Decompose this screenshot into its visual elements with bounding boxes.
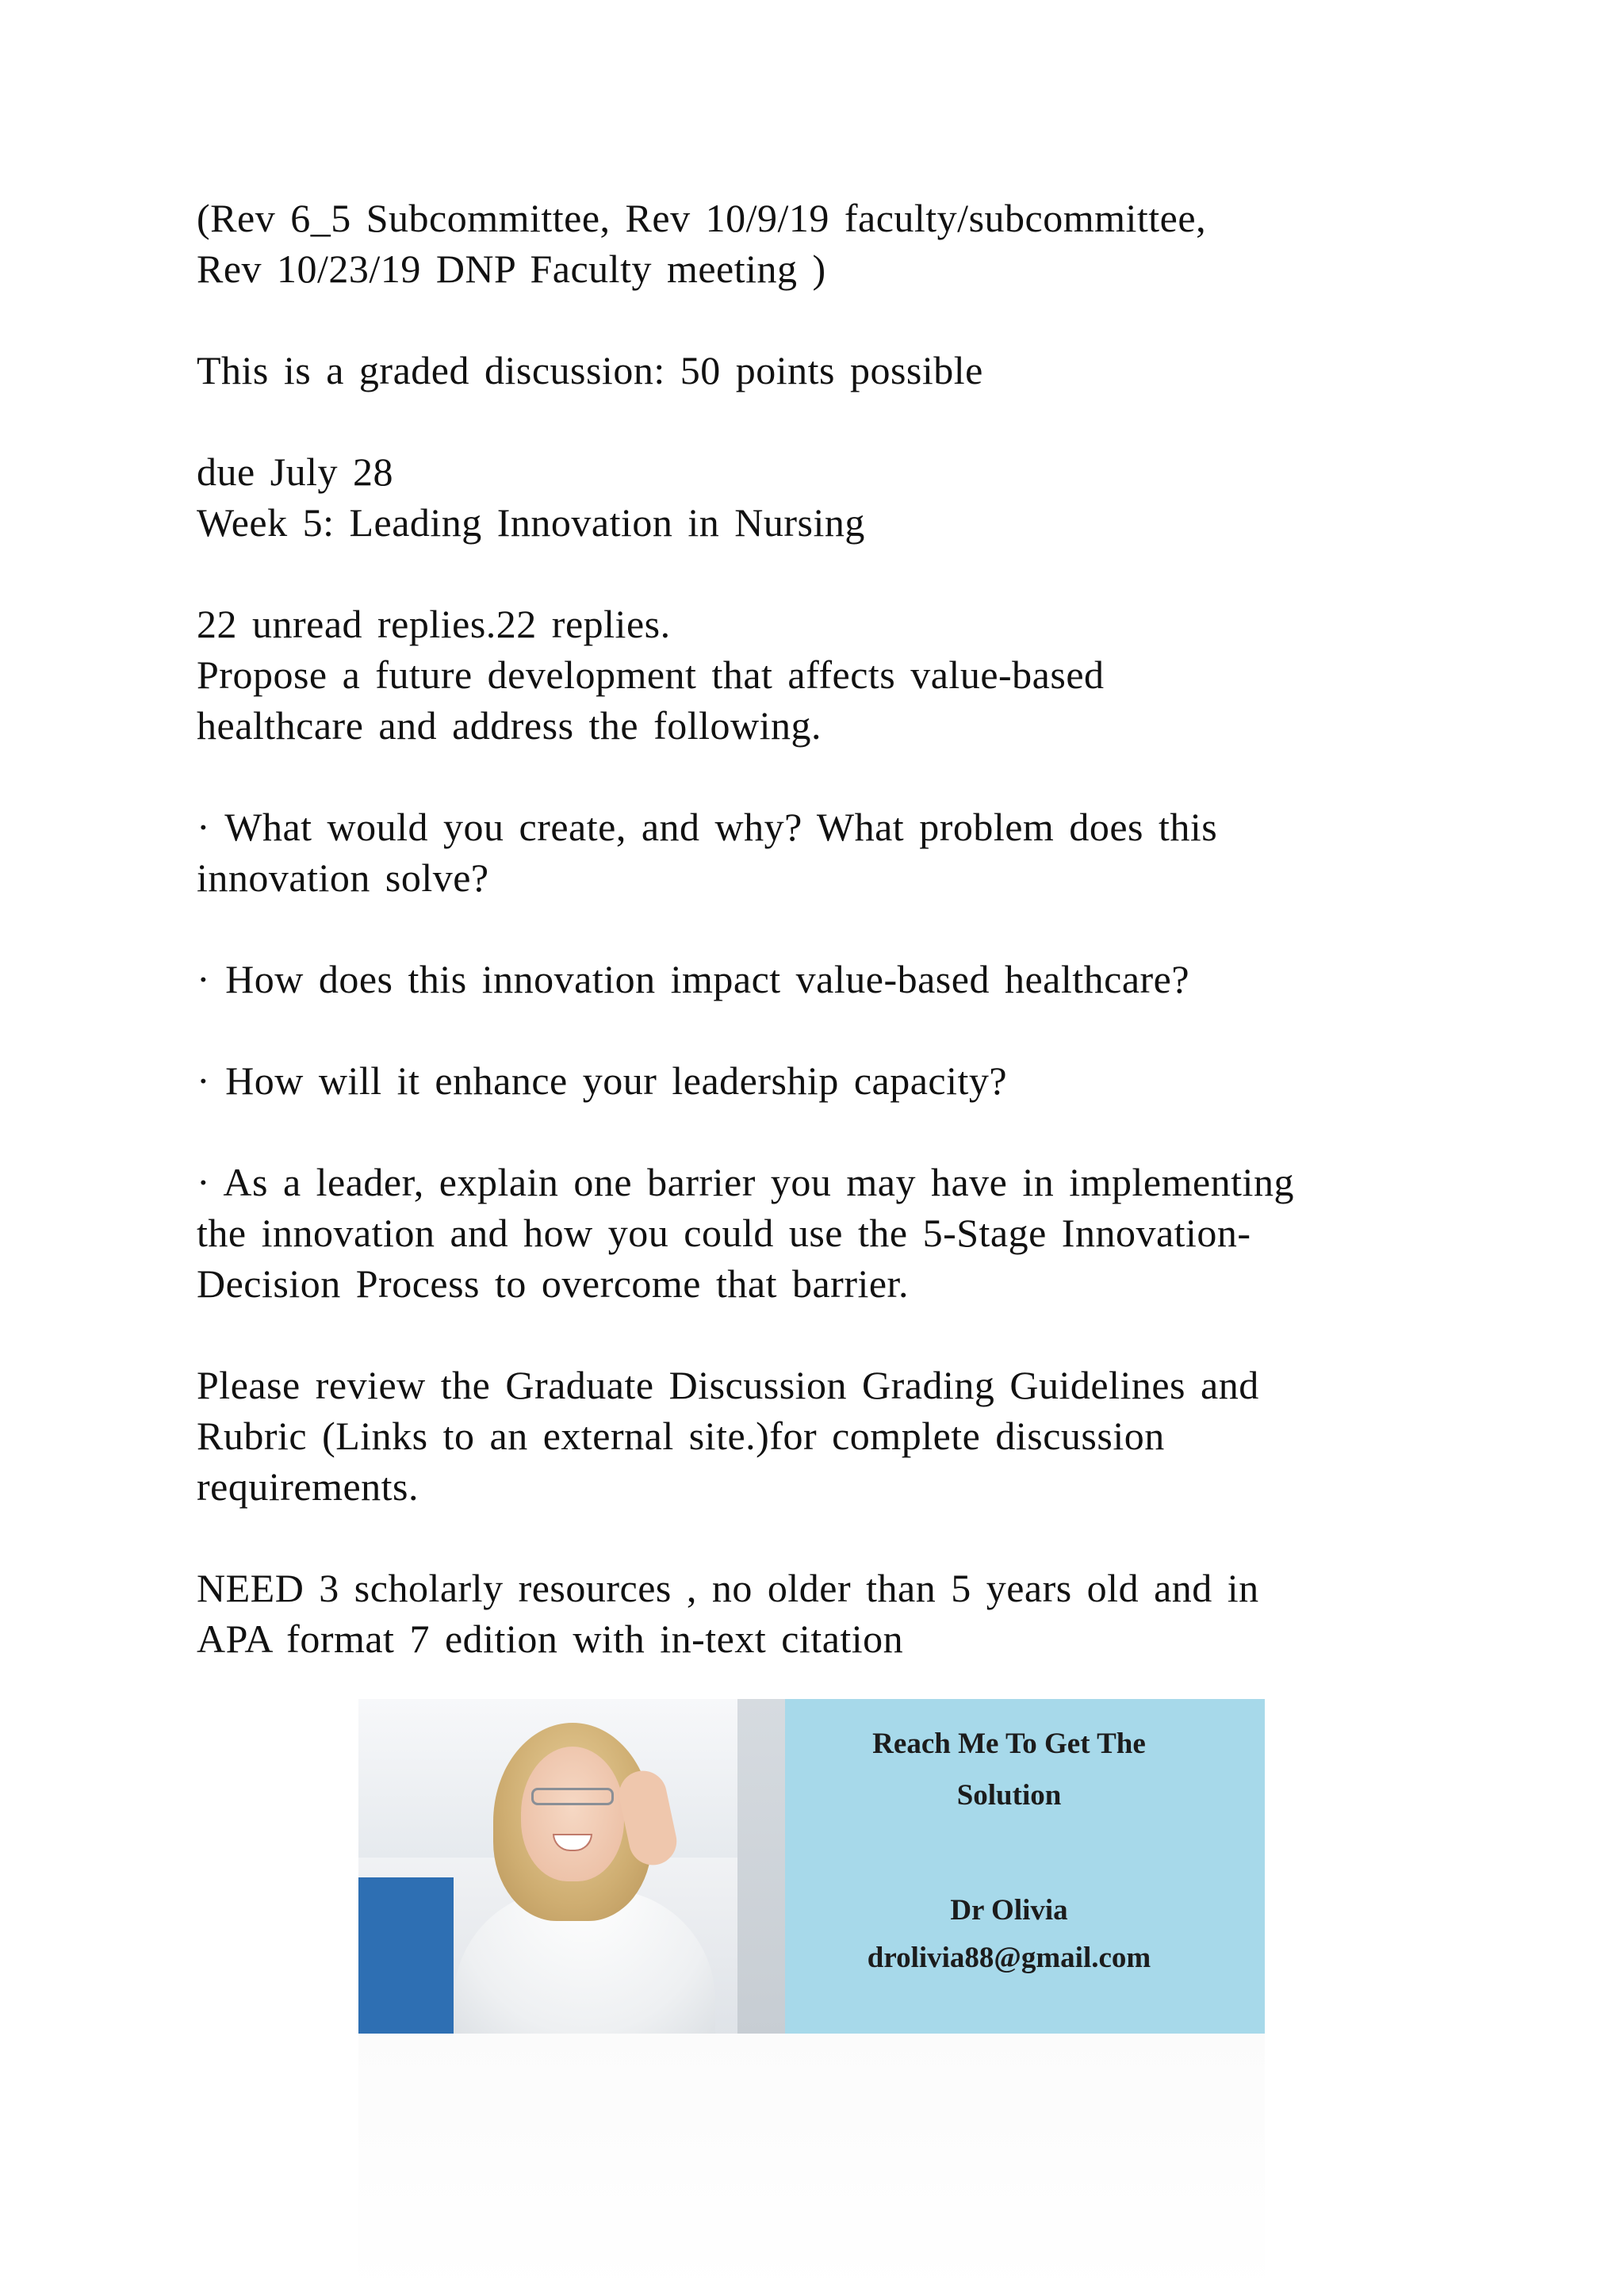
prompt-line-1: Propose a future development that affects value-based [197,652,1105,697]
bullet-create-line-1: · What would you create, and why? What problem does this [197,805,1218,849]
document-body [197,193,1481,1664]
blank-line [197,548,1481,599]
promo-photo [358,1699,785,2034]
graded-discussion-line: This is a graded discussion: 50 points possible [197,348,983,392]
photo-face [521,1747,624,1881]
bullet-impact-line: · How does this innovation impact value-based healthcare? [197,957,1190,1001]
blank-line [197,1106,1481,1157]
promo-title-line-2: Solution [956,1779,1062,1812]
blank-image-area [358,2034,1265,2296]
requirements-line-2: APA format 7 edition with in-text citation [197,1617,904,1661]
photo-wall-panel [737,1699,785,2034]
guidelines-line-1: Please review the Graduate Discussion Grading Guidelines and [197,1363,1259,1407]
blank-line [197,294,1481,345]
guidelines-line-3: requirements. [197,1464,419,1509]
revision-line-2: Rev 10/23/19 DNP Faculty meeting ) [197,247,826,291]
promo-email: drolivia88@gmail.com [867,1942,1151,1974]
due-date-line: due July 28 [197,450,394,494]
bullet-leadership-line: · How will it enhance your leadership capacity? [197,1058,1008,1103]
bullet-barrier-line-2: the innovation and how you could use the 5-Stage Innovation- [197,1211,1251,1255]
promo-name: Dr Olivia [950,1894,1068,1927]
blank-line [197,751,1481,802]
promo-banner [358,1699,1265,2034]
bullet-barrier-line-3: Decision Process to overcome that barrier. [197,1261,909,1306]
blank-line [197,1512,1481,1563]
replies-count-line: 22 unread replies.22 replies. [197,602,671,646]
requirements-line-1: NEED 3 scholarly resources , no older than 5 years old and in [197,1566,1259,1610]
blank-line [197,903,1481,954]
photo-chair [358,1877,454,2034]
promo-title-line-1: Reach Me To Get The [872,1728,1146,1760]
week-title-line: Week 5: Leading Innovation in Nursing [197,500,865,545]
bullet-barrier-line-1: · As a leader, explain one barrier you may have in implementing [197,1160,1294,1204]
promo-contact-panel [785,1699,1265,2034]
blank-line [197,1309,1481,1360]
prompt-line-2: healthcare and address the following. [197,703,822,748]
bullet-create-line-2: innovation solve? [197,855,489,900]
revision-line-1: (Rev 6_5 Subcommittee, Rev 10/9/19 faculty/subcommittee, [197,196,1207,240]
blank-line [197,396,1481,446]
blank-line [197,1004,1481,1055]
photo-glasses [531,1788,614,1805]
guidelines-line-2: Rubric (Links to an external site.)for complete discussion [197,1414,1165,1458]
